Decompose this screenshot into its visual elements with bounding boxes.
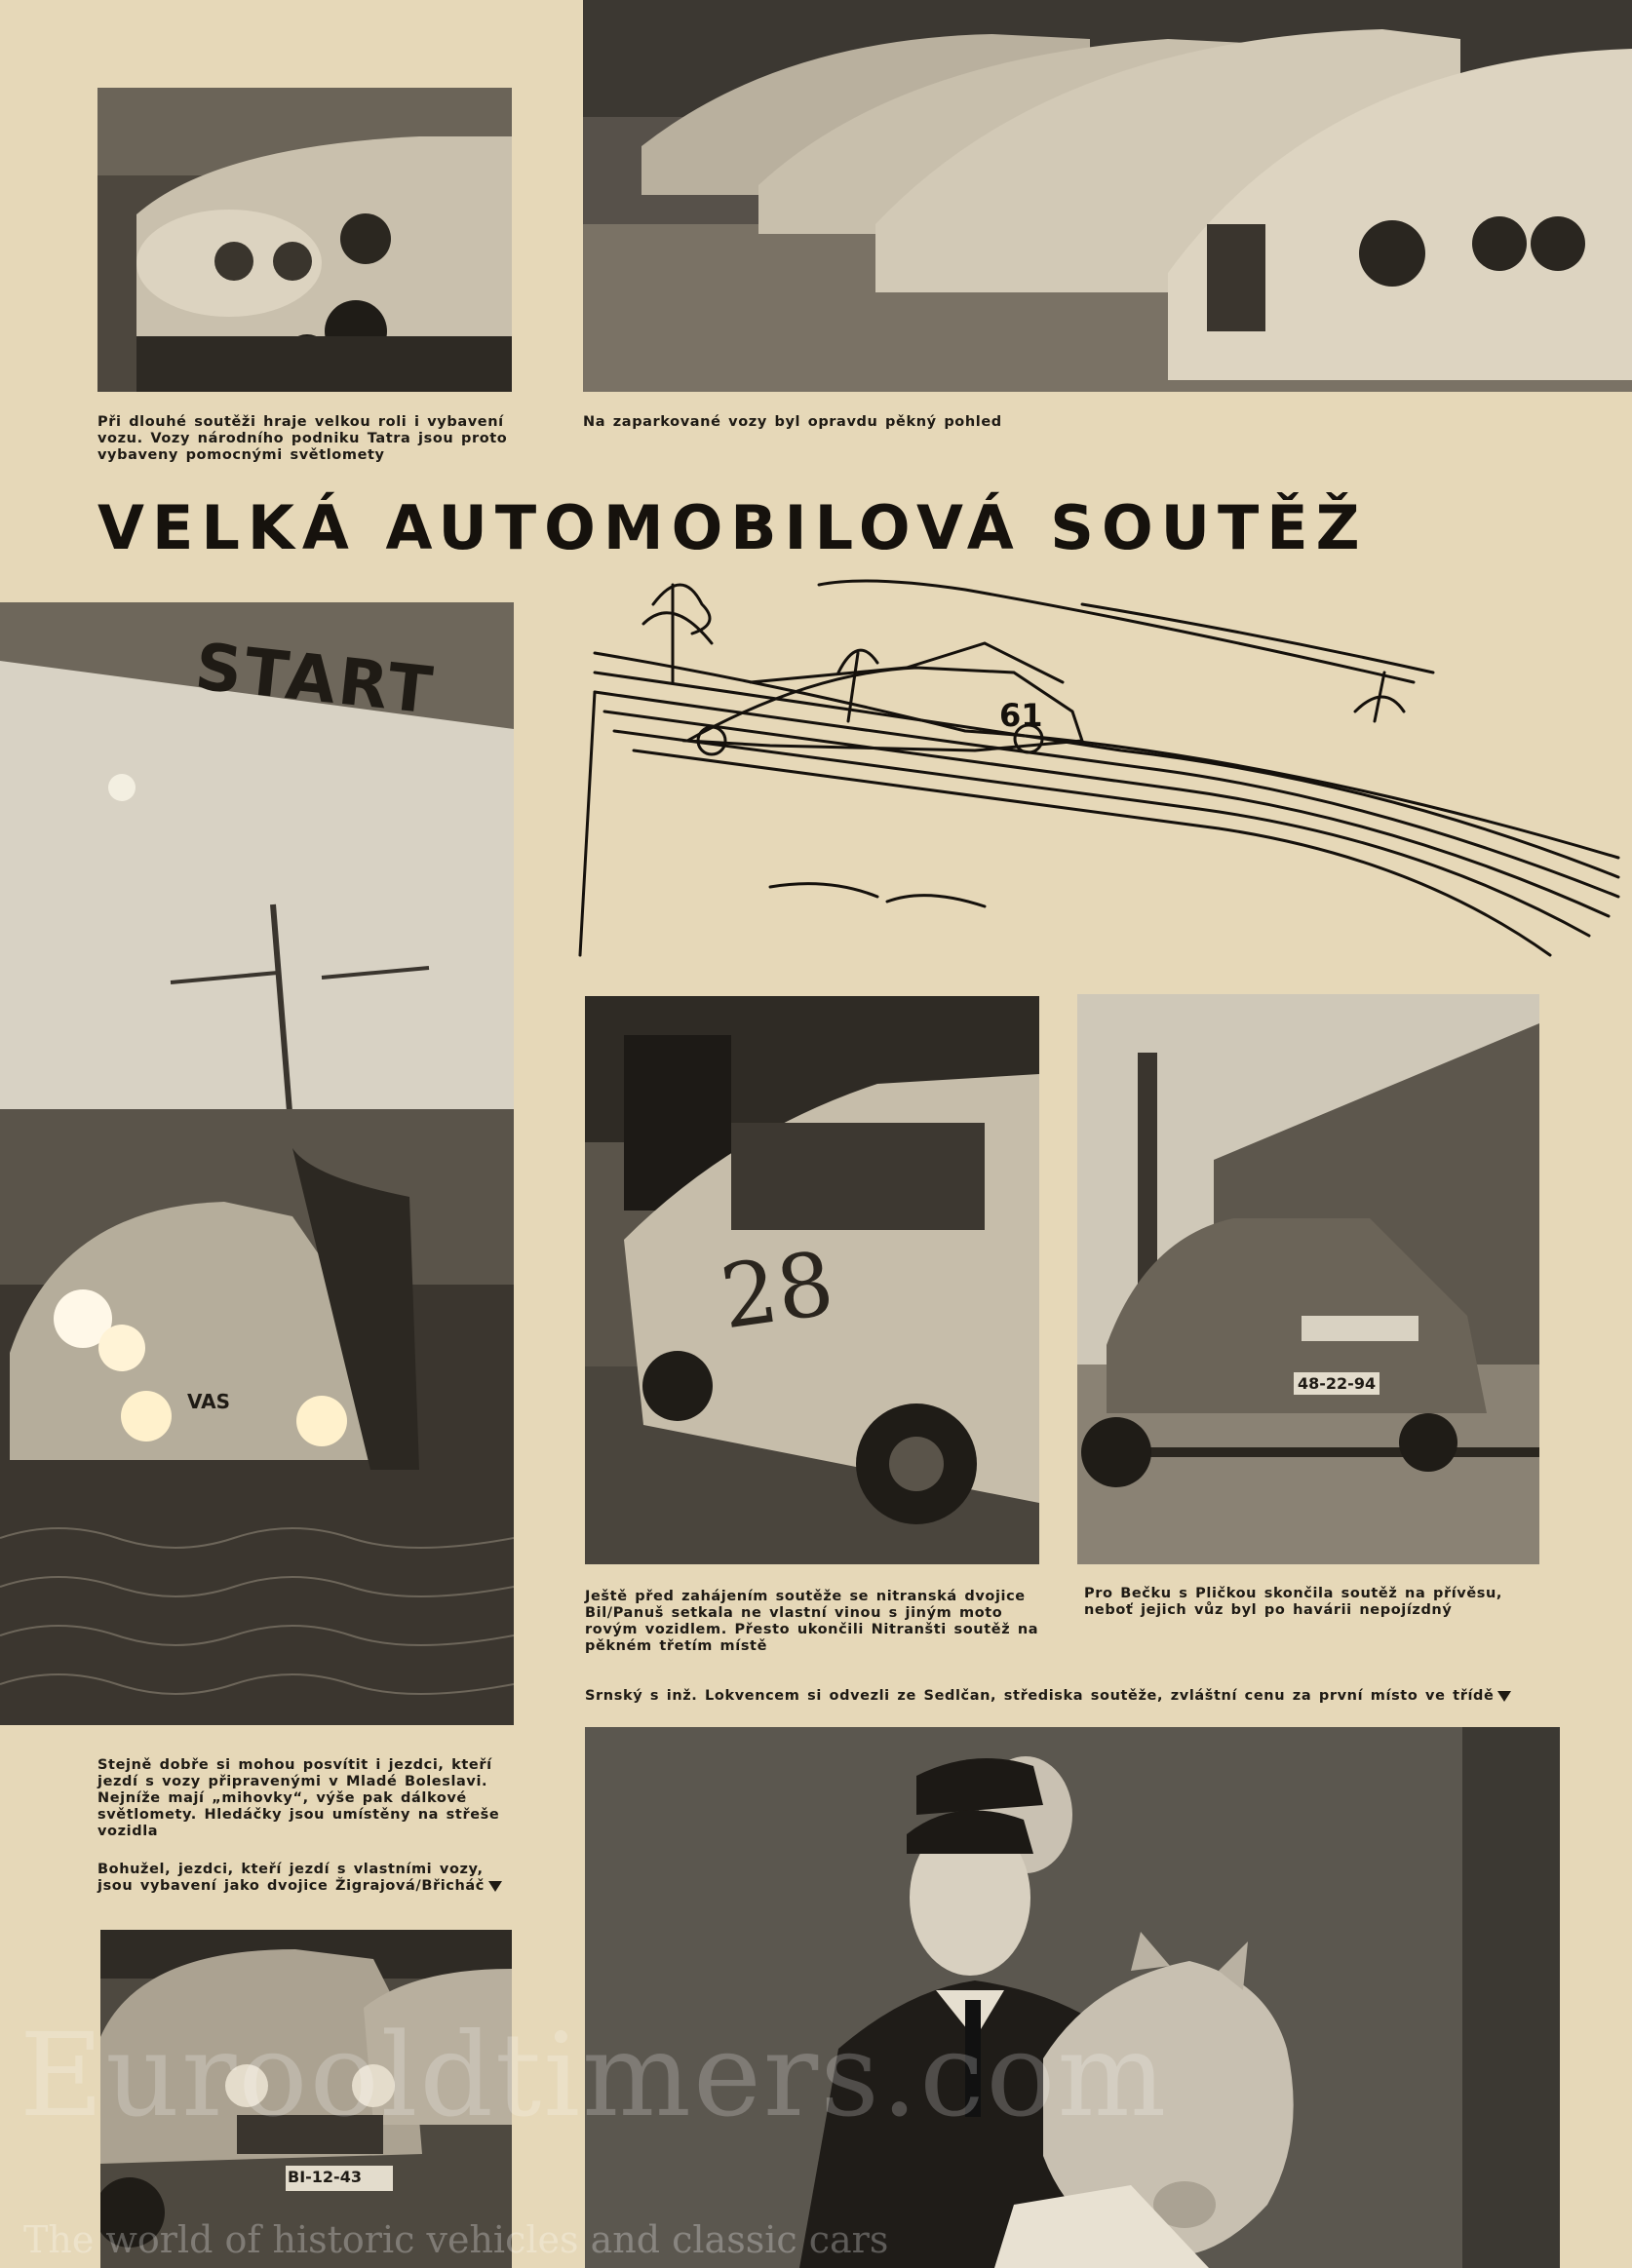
sketch-car-number: 61: [999, 697, 1043, 734]
watermark-sub: The world of historic vehicles and classic cars: [23, 2218, 889, 2261]
caption-parked-cars: Na zaparkované vozy byl opravdu pěkný pohled: [583, 414, 1002, 430]
caption-nitra-crew: Ještě před zahájením soutěže se nitranská dvojice Bil/Panuš setkala ne vlastní vinou s jiným moto rovým vozidlem. Přesto ukončili Nitranšti soutěž na pěkném třetím místě: [585, 1589, 1039, 1654]
plate-vas-text: VAS: [187, 1390, 231, 1413]
photo-car-28: [585, 996, 1039, 1564]
photo-car-trailer: [1077, 994, 1539, 1564]
photo-parked-cars: [583, 0, 1632, 392]
start-banner-text: START: [191, 629, 439, 729]
arrow-down-icon: [1497, 1691, 1511, 1702]
car-number-28: 28: [715, 1232, 840, 1350]
watermark-main: Eurooldtimers.com: [19, 2008, 1169, 2142]
plate-trailer: 48-22-94: [1294, 1372, 1379, 1395]
caption-own-cars: Bohužel, jezdci, kteří jezdí s vlastními vozy, jsou vybavení jako dvojice Žigrajová/Břicháč: [97, 1862, 519, 1895]
rally-sketch-illustration: [575, 565, 1628, 975]
caption-winners: Srnský s inž. Lokvencem si odvezli ze Sedlčan, střediska soutěže, zvláštní cenu za první místo ve třídě: [585, 1688, 1550, 1705]
photo-start-banner: [0, 602, 514, 1725]
caption-tatra-lights: Při dlouhé soutěži hraje velkou roli i vybavení vozu. Vozy národního podniku Tatra jsou proto vybaveny pomocnými světlomety: [97, 414, 508, 463]
photo-winners-pig: [585, 1727, 1560, 2268]
caption-mlada-boleslav: Stejně dobře si mohou posvítit i jezdci, kteří jezdí s vozy připravenými v Mladé Boleslavi. Nejníže mají „mihovky“, výše pak dálkové světlomety. Hledáčky jsou umístěny na střeše vozidla: [97, 1757, 500, 1839]
photo-tatra-lights: [97, 88, 512, 392]
plate-bottom: BI-12-43: [288, 2168, 362, 2186]
page-title: VELKÁ AUTOMOBILOVÁ SOUTĚŽ: [97, 492, 1368, 563]
caption-trailer: Pro Bečku s Pličkou skončila soutěž na přívěsu, neboť jejich vůz byl po havárii nepojízdný: [1084, 1586, 1503, 1618]
arrow-down-icon: [488, 1881, 502, 1892]
